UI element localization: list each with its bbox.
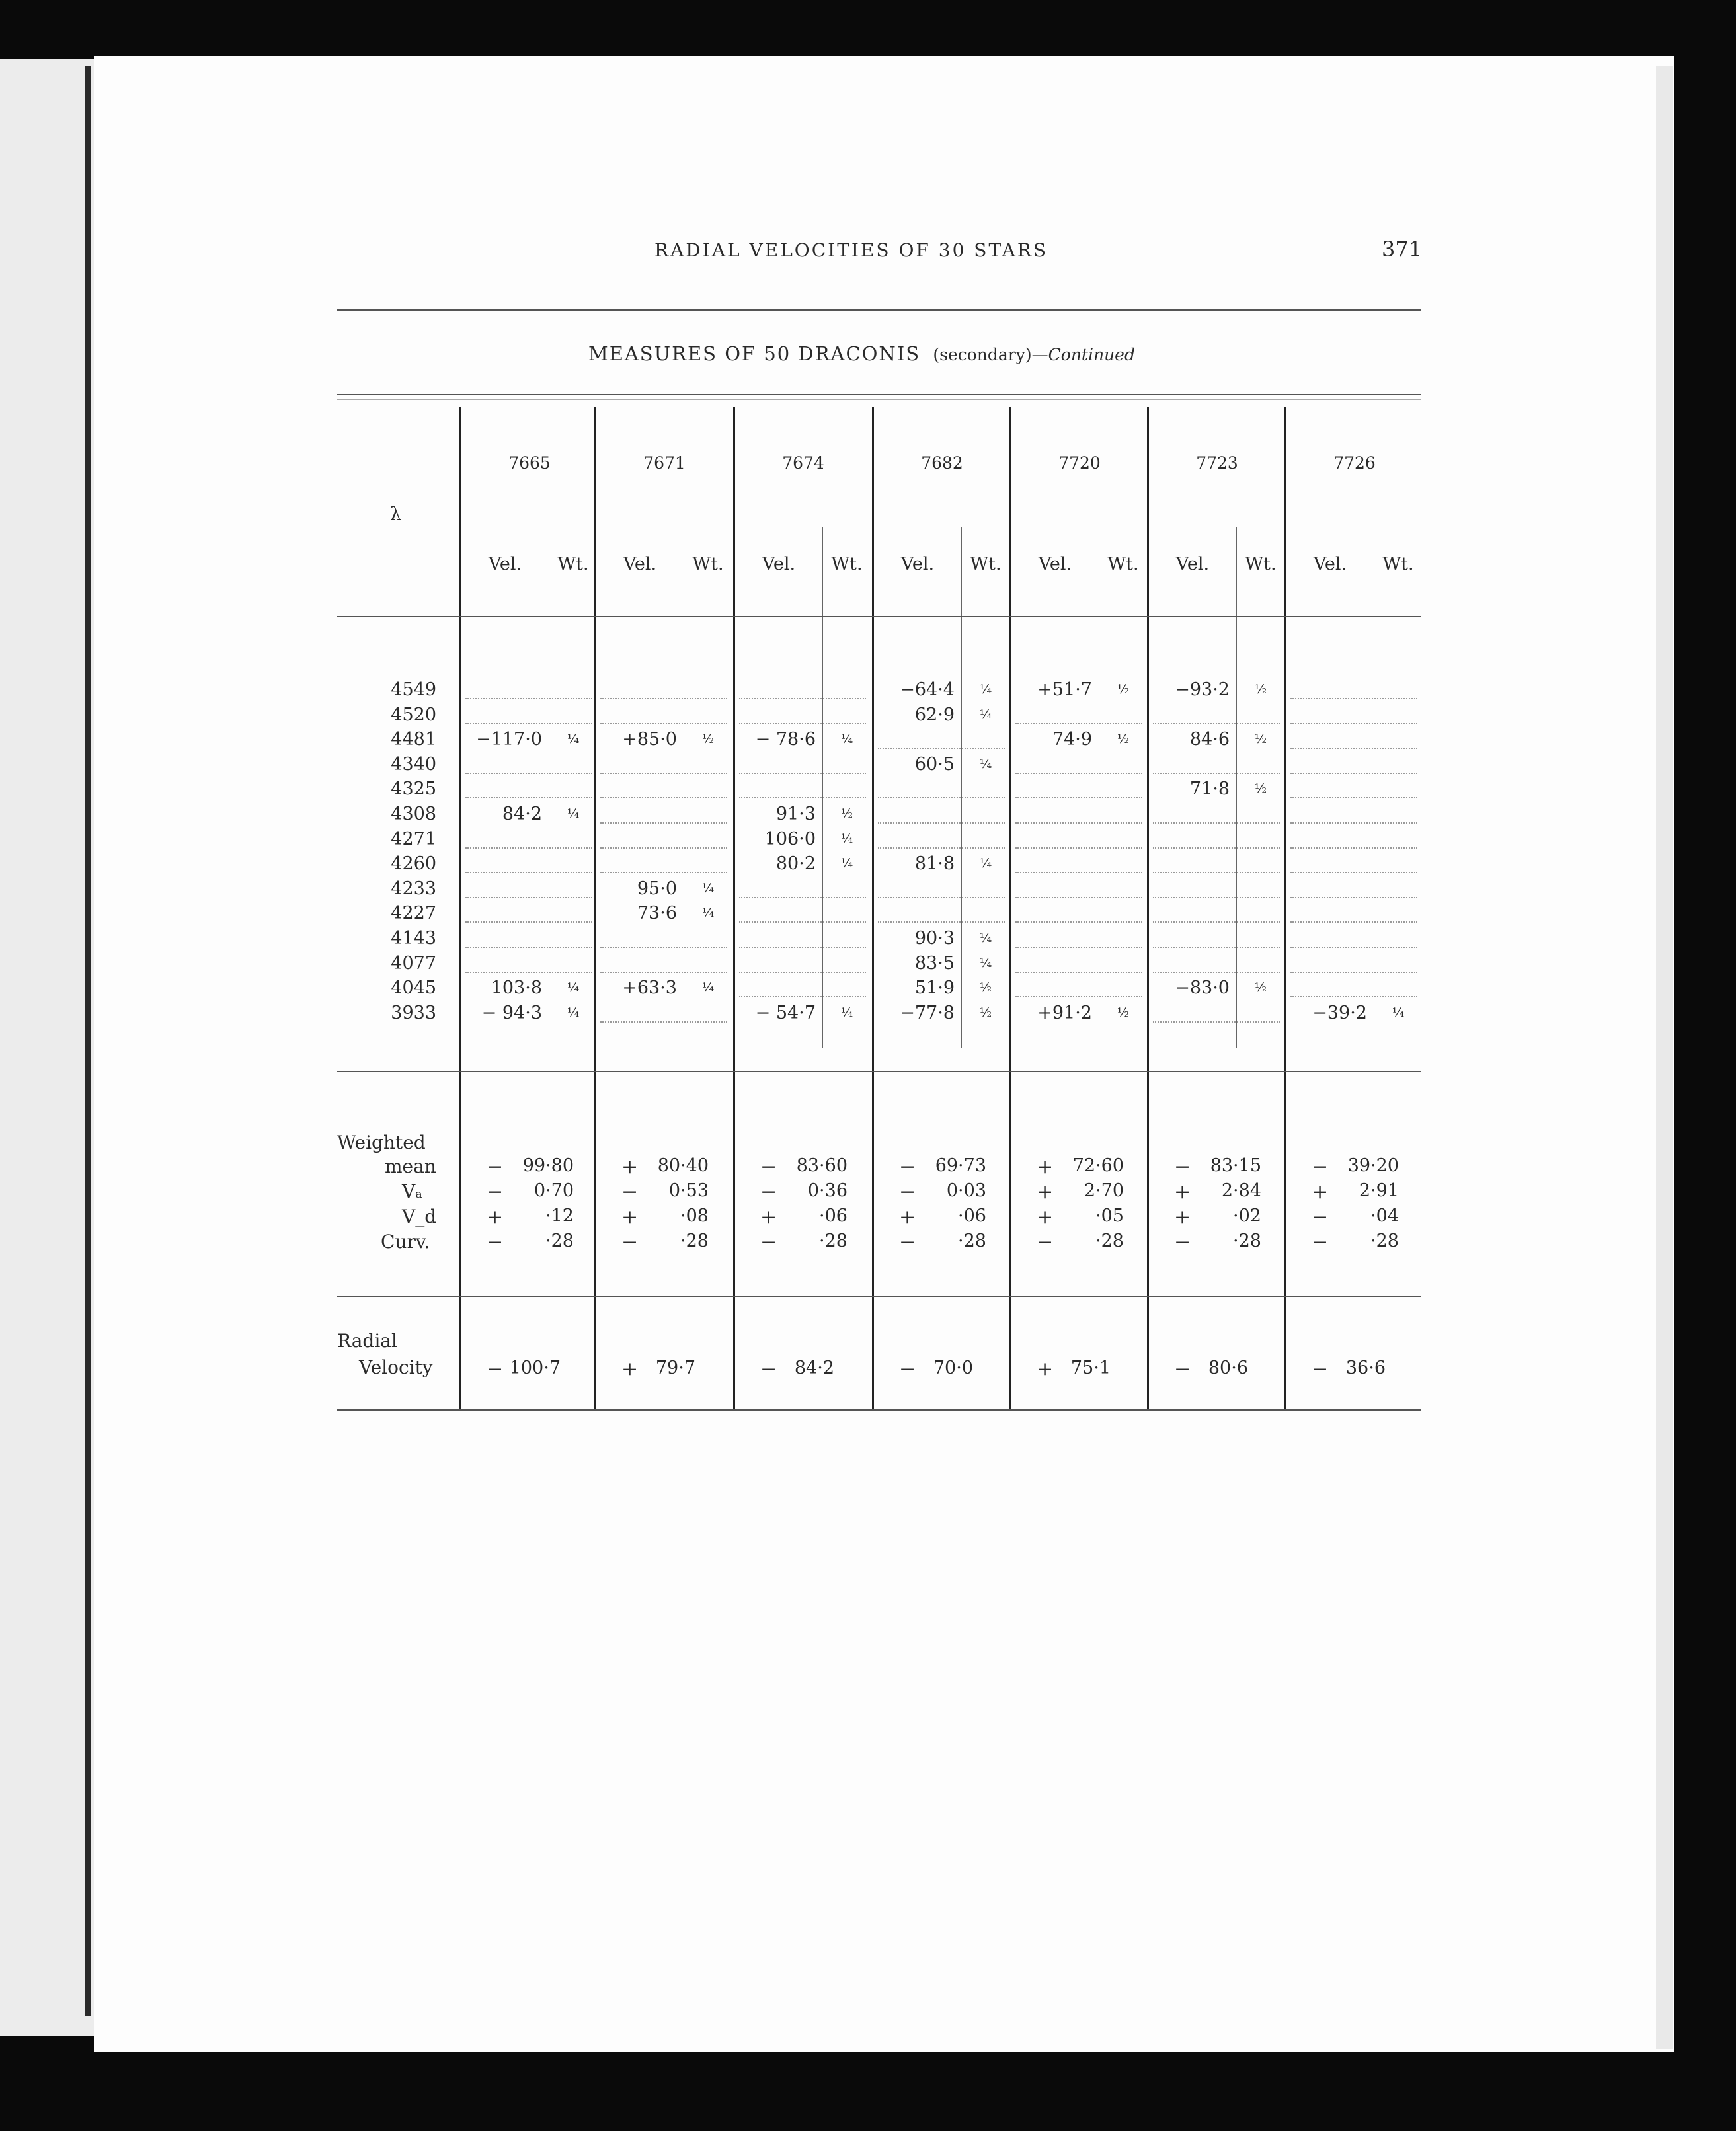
wt-header: Wt.: [1107, 554, 1139, 574]
leader-dots: [1290, 723, 1417, 724]
summary-sign: +: [1037, 1181, 1054, 1204]
label-vd: V_d: [402, 1206, 437, 1227]
bottom-rule: [337, 1409, 1421, 1411]
weight-value: ¼: [567, 980, 580, 995]
summary-value: 0·70: [533, 1181, 574, 1201]
summary-sign: +: [1312, 1181, 1329, 1204]
summary-value: ·06: [958, 1206, 986, 1226]
leader-dots: [878, 921, 1005, 923]
radial-value: 70·0: [933, 1358, 973, 1378]
leader-dots: [1290, 773, 1417, 774]
summary-sign: −: [621, 1181, 639, 1204]
weight-value: ¼: [840, 732, 853, 747]
weight-value: ¼: [979, 682, 992, 697]
velocity-value: −64·4: [900, 679, 955, 700]
vel-header: Vel.: [488, 554, 522, 574]
wt-header: Wt.: [692, 554, 724, 574]
radial-sign: −: [1312, 1358, 1329, 1381]
wt-header: Wt.: [1245, 554, 1277, 574]
plate-number: 7674: [782, 453, 824, 473]
wt-header: Wt.: [970, 554, 1002, 574]
summary-sign: +: [1174, 1181, 1191, 1204]
leader-dots: [1153, 847, 1280, 849]
velocity-value: 62·9: [914, 704, 955, 725]
leader-dots: [1290, 748, 1417, 749]
leader-dots: [739, 972, 866, 973]
leader-dots: [465, 847, 592, 849]
leader-dots: [739, 921, 866, 923]
leader-dots: [600, 797, 727, 798]
table-rule-top: [337, 394, 1421, 395]
summary-value: ·02: [1233, 1206, 1261, 1226]
leader-dots: [600, 822, 727, 824]
summary-value: ·06: [819, 1206, 848, 1226]
radial-value: 79·7: [655, 1358, 695, 1378]
velocity-value: +63·3: [622, 978, 677, 999]
weight-value: ½: [979, 1005, 992, 1020]
leader-dots: [1290, 996, 1417, 997]
leader-dots: [600, 947, 727, 948]
weight-value: ¼: [1392, 1005, 1405, 1020]
summary-value: ·28: [680, 1231, 709, 1251]
summary-value: ·28: [1370, 1231, 1399, 1251]
weight-value: ½: [1254, 781, 1267, 796]
velocity-value: +85·0: [622, 729, 677, 750]
leader-dots: [1153, 897, 1280, 898]
leader-dots: [1290, 797, 1417, 798]
radial-sign: −: [899, 1358, 916, 1381]
summary-value: ·05: [1095, 1206, 1124, 1226]
plate-number: 7726: [1333, 453, 1376, 473]
leader-dots: [1290, 872, 1417, 873]
summary-sign: −: [899, 1155, 916, 1179]
summary-rule: [337, 1296, 1421, 1297]
summary-sign: −: [487, 1181, 504, 1204]
leader-dots: [600, 773, 727, 774]
weight-value: ¼: [567, 732, 580, 747]
radial-sign: −: [760, 1358, 777, 1381]
velocity-value: −39·2: [1312, 1002, 1367, 1023]
summary-sign: −: [1312, 1155, 1329, 1179]
vel-header: Vel.: [1038, 554, 1072, 574]
leader-dots: [1290, 822, 1417, 824]
summary-value: 0·53: [668, 1181, 709, 1201]
leader-dots: [1015, 897, 1142, 898]
summary-sign: −: [760, 1155, 777, 1179]
running-head: RADIAL VELOCITIES OF 30 STARS: [654, 239, 1048, 261]
leader-dots: [1015, 847, 1142, 849]
lambda-value: 4481: [391, 729, 436, 750]
weight-value: ¼: [979, 856, 992, 871]
summary-value: 2·91: [1359, 1181, 1399, 1201]
velocity-value: 91·3: [775, 804, 816, 824]
summary-value: 72·60: [1072, 1155, 1124, 1176]
summary-value: ·08: [680, 1206, 709, 1226]
lambda-value: 4045: [391, 978, 436, 999]
summary-value: 99·80: [522, 1155, 574, 1176]
weight-value: ¼: [979, 756, 992, 771]
lambda-value: 4308: [391, 804, 436, 824]
summary-value: ·12: [545, 1206, 574, 1226]
velocity-value: 74·9: [1052, 729, 1092, 750]
weight-value: ¼: [979, 955, 992, 970]
caption-main: MEASURES OF 50 DRACONIS: [588, 342, 921, 365]
plate-number: 7720: [1058, 453, 1101, 473]
velocity-value: 84·2: [502, 804, 542, 824]
summary-sign: −: [899, 1181, 916, 1204]
radial-sign: +: [1037, 1358, 1054, 1381]
velocity-value: 95·0: [637, 878, 677, 899]
velocity-value: +51·7: [1037, 679, 1092, 700]
leader-dots: [1015, 797, 1142, 798]
leader-dots: [739, 897, 866, 898]
weight-value: ½: [979, 980, 992, 995]
weight-value: ½: [701, 732, 715, 747]
velocity-value: −117·0: [476, 729, 542, 750]
leader-dots: [878, 797, 1005, 798]
leader-dots: [1290, 847, 1417, 849]
velocity-value: 103·8: [491, 978, 542, 999]
summary-sign: −: [1037, 1231, 1054, 1254]
summary-sign: −: [1312, 1206, 1329, 1229]
leader-dots: [739, 797, 866, 798]
leader-dots: [739, 947, 866, 948]
summary-value: 83·60: [796, 1155, 848, 1176]
summary-sign: +: [760, 1206, 777, 1229]
label-velocity: Velocity: [359, 1356, 433, 1378]
lambda-value: 4549: [391, 679, 436, 700]
velocity-value: −93·2: [1175, 679, 1230, 700]
lambda-value: 4340: [391, 754, 436, 775]
leader-dots: [1290, 972, 1417, 973]
leader-dots: [878, 897, 1005, 898]
radial-sign: −: [1174, 1358, 1191, 1381]
summary-sign: +: [1174, 1206, 1191, 1229]
leader-dots: [1015, 872, 1142, 873]
leader-dots: [739, 723, 866, 724]
velocity-value: 90·3: [914, 928, 955, 949]
weight-value: ¼: [840, 856, 853, 871]
leader-dots: [600, 698, 727, 699]
book-gutter: [85, 66, 91, 2016]
leader-dots: [739, 773, 866, 774]
leader-dots: [1015, 773, 1142, 774]
leader-dots: [1015, 723, 1142, 724]
lambda-value: 4077: [391, 952, 436, 974]
leader-dots: [1015, 996, 1142, 997]
velocity-value: 106·0: [764, 828, 816, 849]
vel-header: Vel.: [900, 554, 935, 574]
velocity-value: 81·8: [914, 853, 955, 874]
wt-header: Wt.: [557, 554, 589, 574]
summary-sign: −: [621, 1231, 639, 1254]
lambda-value: 4520: [391, 704, 436, 725]
vel-header: Vel.: [1175, 554, 1210, 574]
leader-dots: [600, 1021, 727, 1023]
summary-value: ·28: [819, 1231, 848, 1251]
leader-dots: [465, 921, 592, 923]
leader-dots: [600, 872, 727, 873]
leader-dots: [600, 972, 727, 973]
summary-sign: +: [621, 1155, 639, 1179]
leader-dots: [600, 847, 727, 849]
leader-dots: [1153, 872, 1280, 873]
leader-dots: [1290, 897, 1417, 898]
summary-sign: −: [487, 1155, 504, 1179]
leader-dots: [1015, 947, 1142, 948]
weight-value: ¼: [979, 931, 992, 945]
leader-dots: [465, 723, 592, 724]
radial-value: 100·7: [509, 1358, 561, 1378]
leader-dots: [465, 872, 592, 873]
leader-dots: [1153, 921, 1280, 923]
page-number: 371: [1382, 237, 1423, 262]
weight-value: ½: [1117, 682, 1130, 697]
summary-value: 0·36: [807, 1181, 848, 1201]
leader-dots: [1015, 972, 1142, 973]
lambda-value: 4143: [391, 928, 436, 949]
weight-value: ½: [840, 806, 853, 821]
weight-value: ½: [1254, 980, 1267, 995]
weight-value: ½: [1117, 732, 1130, 747]
leader-dots: [878, 822, 1005, 824]
summary-sign: −: [1174, 1155, 1191, 1179]
label-curv: Curv.: [381, 1231, 430, 1253]
wt-header: Wt.: [1382, 554, 1414, 574]
header-rule: [337, 616, 1421, 617]
leader-dots: [1290, 698, 1417, 699]
velocity-value: 83·5: [914, 952, 955, 974]
velocity-value: 80·2: [775, 853, 816, 874]
leader-dots: [1153, 1021, 1280, 1023]
measures-rule: [337, 1071, 1421, 1072]
velocity-value: 84·6: [1189, 729, 1230, 750]
weight-value: ¼: [701, 880, 715, 896]
summary-sign: +: [487, 1206, 504, 1229]
label-va: Vₐ: [402, 1181, 423, 1202]
leader-dots: [1015, 921, 1142, 923]
summary-value: ·28: [1095, 1231, 1124, 1251]
lambda-value: 3933: [391, 1002, 436, 1023]
summary-value: 69·73: [935, 1155, 986, 1176]
lambda-value: 4325: [391, 779, 436, 800]
label-weighted: Weighted: [337, 1132, 426, 1153]
vel-wt-divider: [822, 527, 823, 1048]
velocity-value: −83·0: [1175, 978, 1230, 999]
weight-value: ¼: [840, 831, 853, 846]
leader-dots: [1290, 947, 1417, 948]
summary-sign: −: [1174, 1231, 1191, 1254]
leader-dots: [1153, 972, 1280, 973]
weight-value: ¼: [979, 707, 992, 722]
leader-dots: [1153, 723, 1280, 724]
leader-dots: [465, 773, 592, 774]
plate-number: 7682: [921, 453, 963, 473]
summary-value: ·28: [1233, 1231, 1261, 1251]
summary-value: 83·15: [1210, 1155, 1261, 1176]
summary-value: 0·03: [946, 1181, 986, 1201]
leader-dots: [1153, 947, 1280, 948]
summary-sign: +: [899, 1206, 916, 1229]
weight-value: ½: [1254, 732, 1267, 747]
vel-header: Vel.: [1313, 554, 1347, 574]
leader-dots: [878, 748, 1005, 749]
weight-value: ¼: [567, 806, 580, 821]
velocity-value: +91·2: [1037, 1002, 1092, 1023]
leader-dots: [1153, 773, 1280, 774]
velocity-value: − 54·7: [755, 1002, 816, 1023]
velocity-value: − 94·3: [481, 1002, 542, 1023]
summary-sign: −: [760, 1181, 777, 1204]
leader-dots: [878, 847, 1005, 849]
velocity-value: 51·9: [914, 978, 955, 999]
velocity-value: 71·8: [1189, 779, 1230, 800]
velocity-value: 73·6: [637, 903, 677, 924]
summary-sign: −: [487, 1231, 504, 1254]
leader-dots: [739, 698, 866, 699]
leader-dots: [465, 972, 592, 973]
leader-dots: [1015, 822, 1142, 824]
vel-header: Vel.: [623, 554, 657, 574]
page-edge-shadow: [1656, 66, 1673, 2049]
weight-value: ¼: [840, 1005, 853, 1020]
summary-sign: +: [621, 1206, 639, 1229]
weight-value: ½: [1254, 682, 1267, 697]
leader-dots: [465, 698, 592, 699]
plate-number: 7671: [643, 453, 686, 473]
summary-sign: −: [899, 1231, 916, 1254]
caption-paren: (secondary)—: [933, 345, 1048, 364]
summary-value: 2·84: [1221, 1181, 1261, 1201]
lambda-value: 4227: [391, 903, 436, 924]
radial-value: 80·6: [1208, 1358, 1248, 1378]
velocity-value: −77·8: [900, 1002, 955, 1023]
lambda-value: 4233: [391, 878, 436, 899]
summary-sign: +: [1037, 1206, 1054, 1229]
radial-sign: −: [487, 1358, 504, 1381]
leader-dots: [465, 947, 592, 948]
summary-sign: −: [1312, 1231, 1329, 1254]
radial-value: 84·2: [794, 1358, 834, 1378]
weight-value: ¼: [701, 906, 715, 921]
leader-dots: [465, 897, 592, 898]
table-caption: [588, 342, 1135, 365]
summary-value: ·28: [958, 1231, 986, 1251]
weight-value: ¼: [701, 980, 715, 995]
summary-value: ·28: [545, 1231, 574, 1251]
summary-value: 2·70: [1084, 1181, 1124, 1201]
label-mean: mean: [385, 1155, 436, 1177]
plate-number: 7665: [508, 453, 551, 473]
vel-header: Vel.: [762, 554, 796, 574]
summary-value: ·04: [1370, 1206, 1399, 1226]
label-radial: Radial: [337, 1330, 397, 1352]
leader-dots: [739, 996, 866, 997]
summary-value: 80·40: [657, 1155, 709, 1176]
lambda-header: λ: [390, 504, 402, 524]
summary-sign: −: [760, 1231, 777, 1254]
leader-dots: [600, 723, 727, 724]
summary-sign: +: [1037, 1155, 1054, 1179]
velocity-value: 60·5: [914, 754, 955, 775]
head-rule-top: [337, 309, 1421, 311]
radial-value: 36·6: [1345, 1358, 1386, 1378]
weight-value: ¼: [567, 1005, 580, 1020]
wt-header: Wt.: [831, 554, 863, 574]
velocity-value: − 78·6: [755, 729, 816, 750]
summary-value: 39·20: [1347, 1155, 1399, 1176]
plate-number: 7723: [1196, 453, 1238, 473]
caption-italic: Continued: [1048, 345, 1135, 364]
leader-dots: [465, 797, 592, 798]
radial-sign: +: [621, 1358, 639, 1381]
lambda-value: 4271: [391, 828, 436, 849]
weight-value: ½: [1117, 1005, 1130, 1020]
lambda-value: 4260: [391, 853, 436, 874]
radial-value: 75·1: [1070, 1358, 1111, 1378]
table-rule-top-2: [337, 399, 1421, 400]
leader-dots: [1153, 822, 1280, 824]
leader-dots: [1290, 921, 1417, 923]
